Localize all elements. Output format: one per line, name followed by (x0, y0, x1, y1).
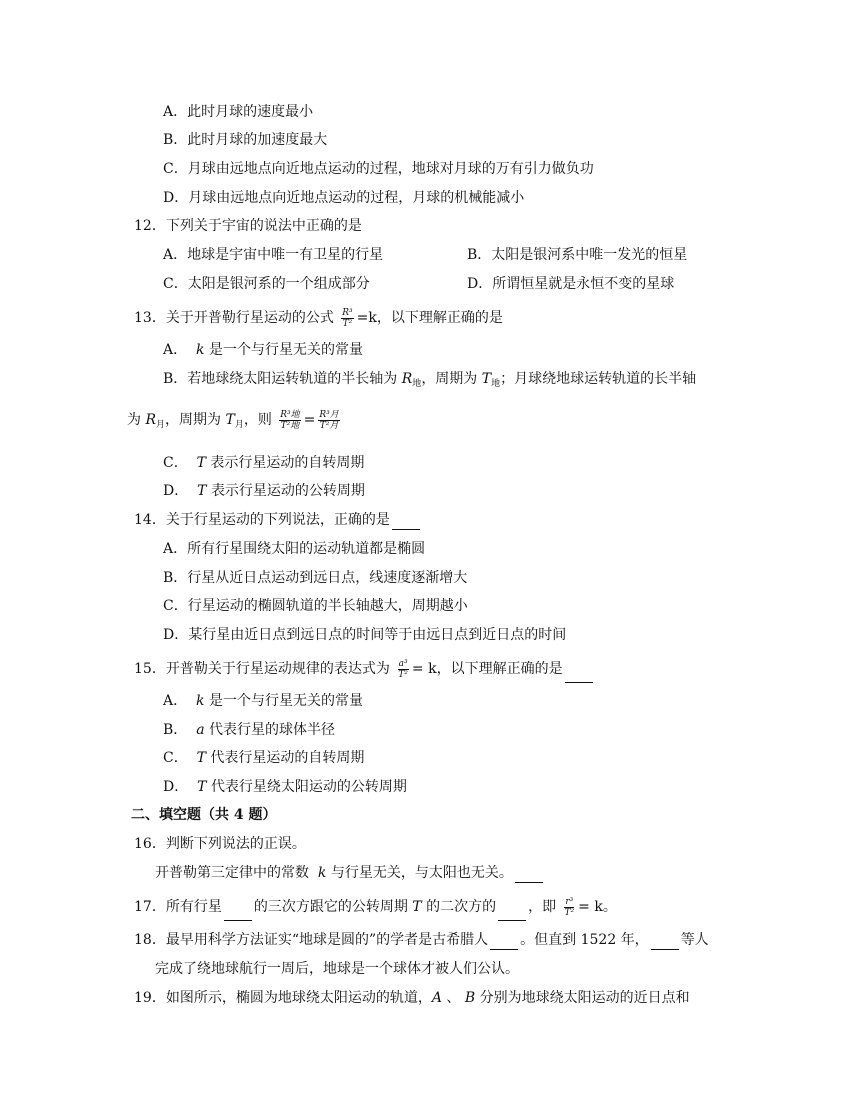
q15-stem: 15．开普勒关于行星运动规律的表达式为 $\frac{\text{a³}}{\text{T²}}$ = k，以下理解正确的是 (134, 656, 595, 683)
q13-moon-ratio: $\frac{\text{R³月}}{\text{T²月}}$ (319, 409, 339, 431)
answer-blank (490, 931, 518, 950)
q13-option-b-continued: 为 $R_月$，周期为 $T_月$，则 $\frac{\text{R³地}}{\text{T²地}}$ = $\frac{\text{R³月}}{\text{T²月}}$ (127, 409, 339, 431)
q13-earth-ratio: $\frac{\text{R³地}}{\text{T²地}}$ (280, 409, 300, 431)
answer-blank (224, 894, 252, 921)
q12-option-a: A．地球是宇宙中唯一有卫星的行星 (163, 247, 384, 263)
q12-stem: 12．下列关于宇宙的说法中正确的是 (134, 218, 362, 234)
q14-option-d: D．某行星由近日点到远日点的时间等于由远日点到近日点的时间 (163, 627, 567, 643)
q11-option-b: B．此时月球的加速度最大 (163, 132, 328, 148)
q11-option-c: C．月球由远地点向近地点运动的过程，地球对月球的万有引力做负功 (163, 161, 594, 177)
q14-stem: 14．关于行星运动的下列说法，正确的是 (134, 511, 422, 530)
section-heading: 二、填空题（共 4 题） (131, 807, 277, 823)
q17-formula-fraction: $\frac{\text{r³}}{\text{T²}}$ (564, 896, 575, 918)
q12-option-b: B．太阳是银河系中唯一发光的恒星 (467, 247, 688, 263)
q13-formula-fraction: $\frac{\text{R³}}{\text{T²}}$ (342, 307, 353, 329)
q15-option-a: A． k 是一个与行星无关的常量 (163, 693, 363, 709)
q13-option-a: A． k 是一个与行星无关的常量 (163, 342, 363, 358)
q15-option-c: C． T 代表行星运动的自转周期 (163, 750, 365, 766)
answer-blank (498, 894, 526, 921)
q18-line-1: 18．最早用科学方法证实“地球是圆的”的学者是古希腊人 。但直到 1522 年， 等人 (134, 932, 709, 948)
answer-blank (565, 656, 593, 683)
q12-option-d: D．所谓恒星就是永恒不变的星球 (467, 276, 675, 292)
q15-formula-fraction: $\frac{\text{a³}}{\text{T²}}$ (398, 658, 408, 680)
q16-statement: 开普勒第三定律中的常数 k 与行星无关，与太阳也无关。 (155, 864, 545, 883)
q14-option-c: C．行星运动的椭圆轨道的半长轴越大，周期越小 (163, 598, 468, 614)
q17-stem: 17．所有行星 的三次方跟它的公转周期 T 的二次方的 ，即 $\frac{\text{r³}}{\text{T²}}$ = k。 (134, 894, 617, 921)
q14-option-a: A．所有行星围绕太阳的运动轨道都是椭圆 (163, 541, 426, 557)
q14-option-b: B．行星从近日点运动到远日点，线速度逐渐增大 (163, 570, 468, 586)
q13-option-d: D． T 表示行星运动的公转周期 (163, 483, 365, 499)
q11-option-a: A．此时月球的速度最小 (163, 104, 314, 120)
q13-option-c: C． T 表示行星运动的自转周期 (163, 455, 365, 471)
q12-option-c: C．太阳是银河系的一个组成部分 (163, 276, 370, 292)
answer-blank (515, 864, 543, 883)
q19-stem: 19．如图所示，椭圆为地球绕太阳运动的轨道，A 、 B 分别为地球绕太阳运动的近日点和 (134, 990, 690, 1006)
q13-option-b: B．若地球绕太阳运转轨道的半长轴为 $R_地$，周期为 $T_地$；月球绕地球运转轨道的长半轴 (163, 371, 697, 389)
q15-option-d: D． T 代表行星绕太阳运动的公转周期 (163, 779, 407, 795)
answer-blank (651, 931, 679, 950)
q11-option-d: D．月球由远地点向近地点运动的过程，月球的机械能减小 (163, 190, 525, 206)
q13-stem: 13．关于开普勒行星运动的公式 $\frac{\text{R³}}{\text{T²}}$ =k，以下理解正确的是 (134, 307, 503, 329)
q15-option-b: B． a 代表行星的球体半径 (163, 722, 336, 738)
q16-stem: 16．判断下列说法的正误。 (134, 836, 306, 852)
q18-line-2: 完成了绕地球航行一周后，地球是一个球体才被人们公认。 (155, 961, 519, 977)
answer-blank (392, 511, 420, 530)
